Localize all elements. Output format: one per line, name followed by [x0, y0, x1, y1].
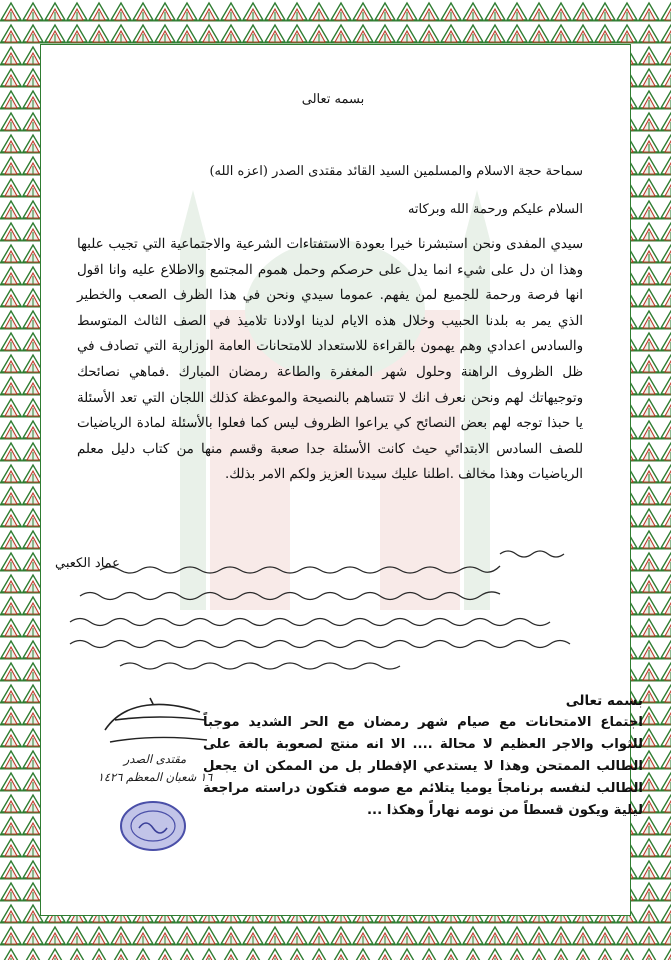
- signature-text: [95, 750, 215, 786]
- signature-name: مقتدى الصدر: [123, 752, 187, 766]
- signer-name: عماد الكعبي: [55, 556, 120, 571]
- signature-date: ١٦ شعبان المعظم ١٤٢٦: [97, 770, 213, 784]
- seal-stamp: [113, 796, 193, 856]
- basmala-heading: بسمه تعالى: [301, 92, 365, 107]
- reply-title: بسمه تعالى: [565, 693, 643, 709]
- signature-scribble: [95, 690, 215, 750]
- reply-block: [203, 690, 643, 822]
- letter-body: سيدي المفدى ونحن استبشرنا خيرا بعودة الاستفتاءات الشرعية والاجتماعية التي تجيب علبها وهذا ان دل على شيء انما يدل على حرصكم وحمل هموم المجتمع والاطلاع عليه وانا اقول انها فرصة ورحمة للجميع لمن يفهم. عموما سيدي ونحن في هذا الظرف الصعب والخطير الذي يمر به بلدنا الحبيب وخلال هذه الايام لدينا اولادنا تلاميذ في الصف الثالث المتوسط والسادس اعدادي وهم يهمون بالقراءة للاستعداد للامتحانات العامة الوزارية التي تصادف في ظل الظروف الراهنة وحلول شهر المغفرة والطاعة رمضان المبارك .فماهي نصائحك وتوجيهاتك لهم ونحن نعرف انك لا تتساهم بالنصيحة والموعظة كذلك اللجان التي تعد الأسئلة يا حبذا توجه لهم بعض النصائح كي يراعوا الظروف ليس كما فعلوا بالأسئلة لمادة الرياضيات للصف السادس الابتدائي حيث كانت الأسئلة جدا صعبة وقسم منها من كتاب دليل معلم الرياضيات وهذا مخالف .اطلنا عليك سيدنا العزيز ولكم الامر بذلك.: [77, 237, 584, 483]
- handwritten-annotation: [60, 548, 580, 676]
- greeting-line: السلام عليكم ورحمة الله وبركاته: [407, 202, 583, 217]
- signature-block: [95, 690, 215, 850]
- reply-text: اجتماع الامتحانات مع صيام شهر رمضان مع الحر الشديد موجباً للثواب والاجر العظيم لا محالة .... الا انه منتج لصعوبة بالغة على الطالب الممتحن وهذا لا يستدعي الإفطار بل من الممكن ان يجعل الطالب لنفسه برنامجاً يوميا يتلائم مع صومه فتكون دراسته مراجعة ليلية ويكون قسطاً من نومه نهاراً وهكذا ...: [203, 715, 643, 818]
- addressee-line: سماحة حجة الاسلام والمسلمين السيد القائد مقتدى الصدر (اعزه الله): [209, 164, 583, 179]
